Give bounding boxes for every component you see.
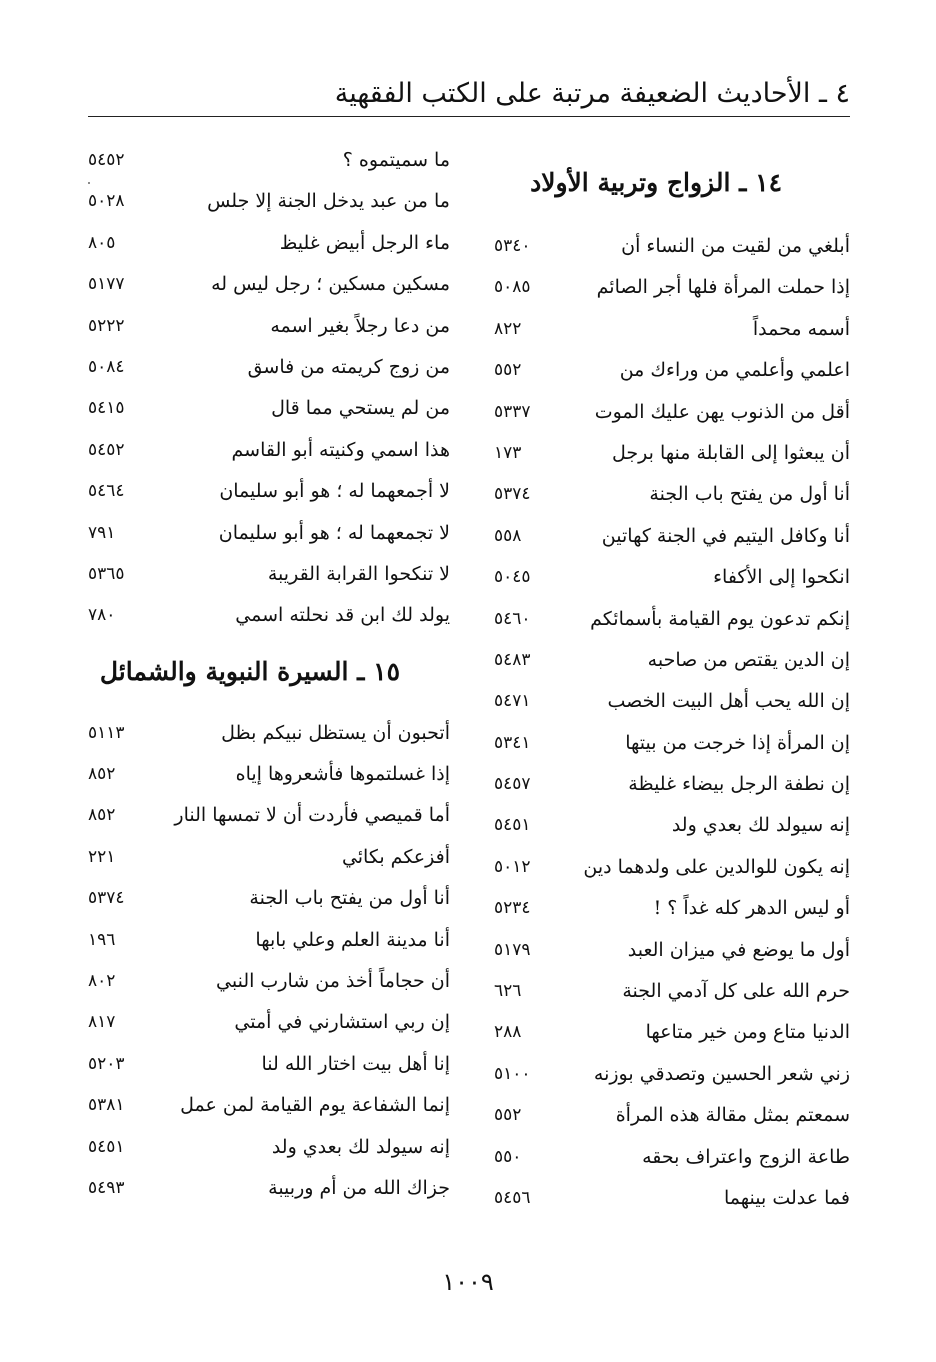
hadith-number: ٨٥٢ [88,764,116,785]
hadith-number: ٥٣٦٥ [88,563,125,584]
hadith-text: إن المرأة إذا خرجت من بيتها [625,731,850,754]
hadith-text: من دعا رجلاً بغير اسمه [270,314,450,337]
hadith-number: ٥٣٤١ [494,732,531,753]
hadith-number: ٥٥٨ [494,525,522,546]
hadith-text: إنكم تدعون يوم القيامة بأسمائكم [590,607,850,630]
hadith-number: ٥٤٧١ [494,691,531,712]
hadith-number: ٥٠٢٨ [88,191,125,212]
hadith-number: ٥٥٠ [494,1146,522,1167]
hadith-text: إن الله يحب أهل البيت الخصب [607,690,850,713]
left-column [88,140,450,1209]
hadith-entry [88,140,450,181]
hadith-entry [480,557,850,598]
hadith-number: ٥٣٣٧ [494,401,531,422]
hadith-entry [480,1178,850,1219]
hadith-number: ٥٤٥٢ [88,150,125,170]
hadith-number: ٥٤٦٠ [494,608,531,629]
hadith-entry [88,920,450,961]
hadith-text: ماء الرجل أبيض غليظ [279,231,450,254]
hadith-number: ٥٤٦٤ [88,481,125,502]
hadith-number: ٥٤٥١ [88,1136,125,1157]
hadith-number: ٥٤٥٦ [494,1187,531,1208]
hadith-entry [88,223,450,264]
hadith-entry [88,837,450,878]
hadith-number: ٥٤٨٣ [494,649,531,670]
hadith-number: ٥٣٧٤ [88,888,125,909]
hadith-entry [88,264,450,305]
hadith-number: ١٧٣ [494,442,522,463]
hadith-entry [88,1127,450,1168]
hadith-text: لا أجمعهما له ؛ هو أبو سليمان [219,480,450,503]
left-entry-list-bottom [88,713,450,1210]
hadith-text: يولد لك ابن قد نحلته اسمي [235,604,450,627]
hadith-text: حرم الله على كل آدمي الجنة [622,980,850,1003]
hadith-number: ٥١٧٩ [494,939,531,960]
hadith-number: ٥٠١٢ [494,856,531,877]
hadith-text: إنه سيولد لك بعدي ولد [271,1135,450,1158]
hadith-text: إذا غسلتموها فأشعروها إياه [235,763,450,786]
section-title-marriage: ١٤ ـ الزواج وتربية الأولاد [530,168,782,197]
hadith-entry [88,388,450,429]
hadith-text: أن حجاماً أخذ من شارب النبي [216,970,450,993]
hadith-entry [480,599,850,640]
hadith-entry [480,350,850,391]
right-entry-list [480,226,850,1219]
right-column [480,140,850,1219]
hadith-entry [480,309,850,350]
hadith-number: ٥١١٣ [88,722,125,743]
hadith-entry [88,306,450,347]
hadith-entry [480,764,850,805]
hadith-entry [480,888,850,929]
hadith-number: ٥٤٥١ [494,815,531,836]
hadith-entry [480,226,850,267]
hadith-text: أسمه محمداً [752,317,850,340]
hadith-number: ١٩٦ [88,929,116,950]
hadith-entry [88,471,450,512]
hadith-number: ٥٠٨٤ [88,356,125,377]
hadith-text: إنه سيولد لك بعدي ولد [671,814,850,837]
hadith-entry [88,1085,450,1126]
hadith-entry [88,713,450,754]
hadith-entry [480,516,850,557]
hadith-entry [480,1012,850,1053]
hadith-entry [480,640,850,681]
hadith-entry [480,392,850,433]
hadith-number: ٨١٧ [88,1012,116,1033]
hadith-text: لا تجمعهما له ؛ هو أبو سليمان [218,521,450,544]
hadith-number: ٥٥٢ [494,360,522,381]
hadith-number: ٨٢٢ [494,318,522,339]
hadith-number: ٥٤٥٢ [88,439,125,460]
running-header [88,74,850,117]
hadith-number: ٨٠٢ [88,971,116,992]
hadith-number: ٥٤٩٣ [88,1177,125,1198]
hadith-entry [88,430,450,471]
hadith-number: ٧٨٠ [88,605,116,626]
hadith-text: إن نطفة الرجل بيضاء غليظة [628,773,850,796]
hadith-entry [480,681,850,722]
hadith-text: أن يبعثوا إلى القابلة منها برجل [612,441,850,464]
hadith-number: ٥٣٨١ [88,1095,125,1116]
hadith-text: جزاك الله من أم وربيبة [268,1176,450,1199]
hadith-number: ٢٢١ [88,846,116,867]
left-entry-list-top [88,140,450,637]
section-title-sira: ١٥ ـ السيرة النبوية والشمائل [99,656,400,686]
hadith-entry [88,754,450,795]
hadith-text: لا تنكحوا القرابة القريبة [267,562,450,585]
hadith-entry [480,474,850,515]
hadith-text: إنا أهل بيت اختار الله لنا [261,1052,450,1075]
hadith-number: ٥٣٧٤ [494,484,531,505]
hadith-number: ٥١٧٧ [88,274,125,295]
hadith-text: الدنيا متاع ومن خير متاعها [645,1021,850,1044]
hadith-entry [480,723,850,764]
hadith-text: أنا أول من يفتح باب الجنة [649,483,850,506]
hadith-text: إن ربي استشارني في أمتي [234,1011,450,1034]
hadith-entry [480,1095,850,1136]
hadith-text: من لم يستحي مما قال [271,397,450,420]
hadith-text: ما من عبد يدخل الجنة إلا جلس [207,190,450,213]
hadith-text: زني شعر الحسين وتصدقي بوزنه [593,1062,850,1085]
hadith-number: ٨٥٢ [88,805,116,826]
hadith-entry [480,847,850,888]
hadith-entry [88,1002,450,1043]
hadith-entry [88,1168,450,1209]
hadith-entry [88,961,450,1002]
hadith-text: من زوج كريمته من فاسق [247,355,450,378]
hadith-text: إن الدين يقتص من صاحبه [647,648,850,671]
hadith-number: ٥٣٤٠ [494,236,531,256]
hadith-text: أبلغي من لقيت من النساء أن [621,235,850,257]
hadith-number: ٧٩١ [88,522,116,543]
hadith-text: أتحبون أن يستظل نبيكم بظل [221,721,450,744]
hadith-text: فما عدلت بينهما [724,1186,850,1209]
hadith-text: إذا حملت المرأة فلها أجر الصائم [596,276,850,299]
hadith-entry [88,795,450,836]
hadith-text: مسكين مسكين ؛ رجل ليس له [211,273,450,296]
hadith-entry [88,347,450,388]
hadith-text: ما سميتموه ؟ [342,149,450,171]
hadith-number: ٢٨٨ [494,1022,522,1043]
hadith-text: هذا اسمي وكنيته أبو القاسم [231,438,450,461]
hadith-entry [88,554,450,595]
page-number: ١٠٠٩ [442,1268,494,1296]
hadith-entry [480,1054,850,1095]
hadith-entry [480,805,850,846]
running-header-title: ٤ ـ الأحاديث الضعيفة مرتبة على الكتب الفقهية [334,78,850,109]
hadith-entry [480,433,850,474]
hadith-number: ٥٢٢٢ [88,315,125,336]
hadith-text: أما قميصي فأردت أن لا تمسها النار [174,804,450,827]
hadith-text: إنما الشفاعة يوم القيامة لمن عمل [180,1094,450,1117]
hadith-text: طاعة الزوج واعتراف بحقه [642,1145,850,1168]
hadith-text: إنه يكون للوالدين على ولدهما دين [583,855,850,878]
hadith-text: أنا مدينة العلم وعلي بابها [255,928,450,951]
hadith-number: ٥٠٨٥ [494,277,531,298]
hadith-number: ٥٤٥٧ [494,774,531,795]
hadith-number: ٥٢٣٤ [494,898,531,919]
hadith-text: أنا وكافل اليتيم في الجنة كهاتين [601,524,850,547]
hadith-entry [480,971,850,1012]
hadith-text: اعلمي وأعلمي من وراءك من [619,359,850,382]
hadith-number: ٦٢٦ [494,981,522,1002]
hadith-entry [88,181,450,222]
hadith-text: انكحوا إلى الأكفاء [713,566,850,589]
hadith-entry [480,930,850,971]
hadith-entry [480,1137,850,1178]
hadith-text: أو ليس الدهر كله غداً ؟ ! [653,897,850,920]
hadith-text: أفزعكم بكائي [341,845,450,868]
hadith-entry [88,513,450,554]
hadith-number: ٥٥٢ [494,1105,522,1126]
hadith-text: سمعتم بمثل مقالة هذه المرأة [615,1104,850,1127]
hadith-text: أول ما يوضع في ميزان العبد [627,938,850,961]
hadith-number: ٥٤١٥ [88,398,125,419]
hadith-entry [88,1044,450,1085]
hadith-entry [88,595,450,636]
hadith-number: ٥٠٤٥ [494,567,531,588]
hadith-number: ٥١٠٠ [494,1063,531,1084]
hadith-entry [480,267,850,308]
hadith-number: ٥٢٠٣ [88,1053,125,1074]
hadith-text: أقل من الذنوب يهن عليك الموت [594,400,850,423]
hadith-entry [88,878,450,919]
hadith-text: أنا أول من يفتح باب الجنة [249,887,450,910]
hadith-number: ٨٠٥ [88,232,116,253]
